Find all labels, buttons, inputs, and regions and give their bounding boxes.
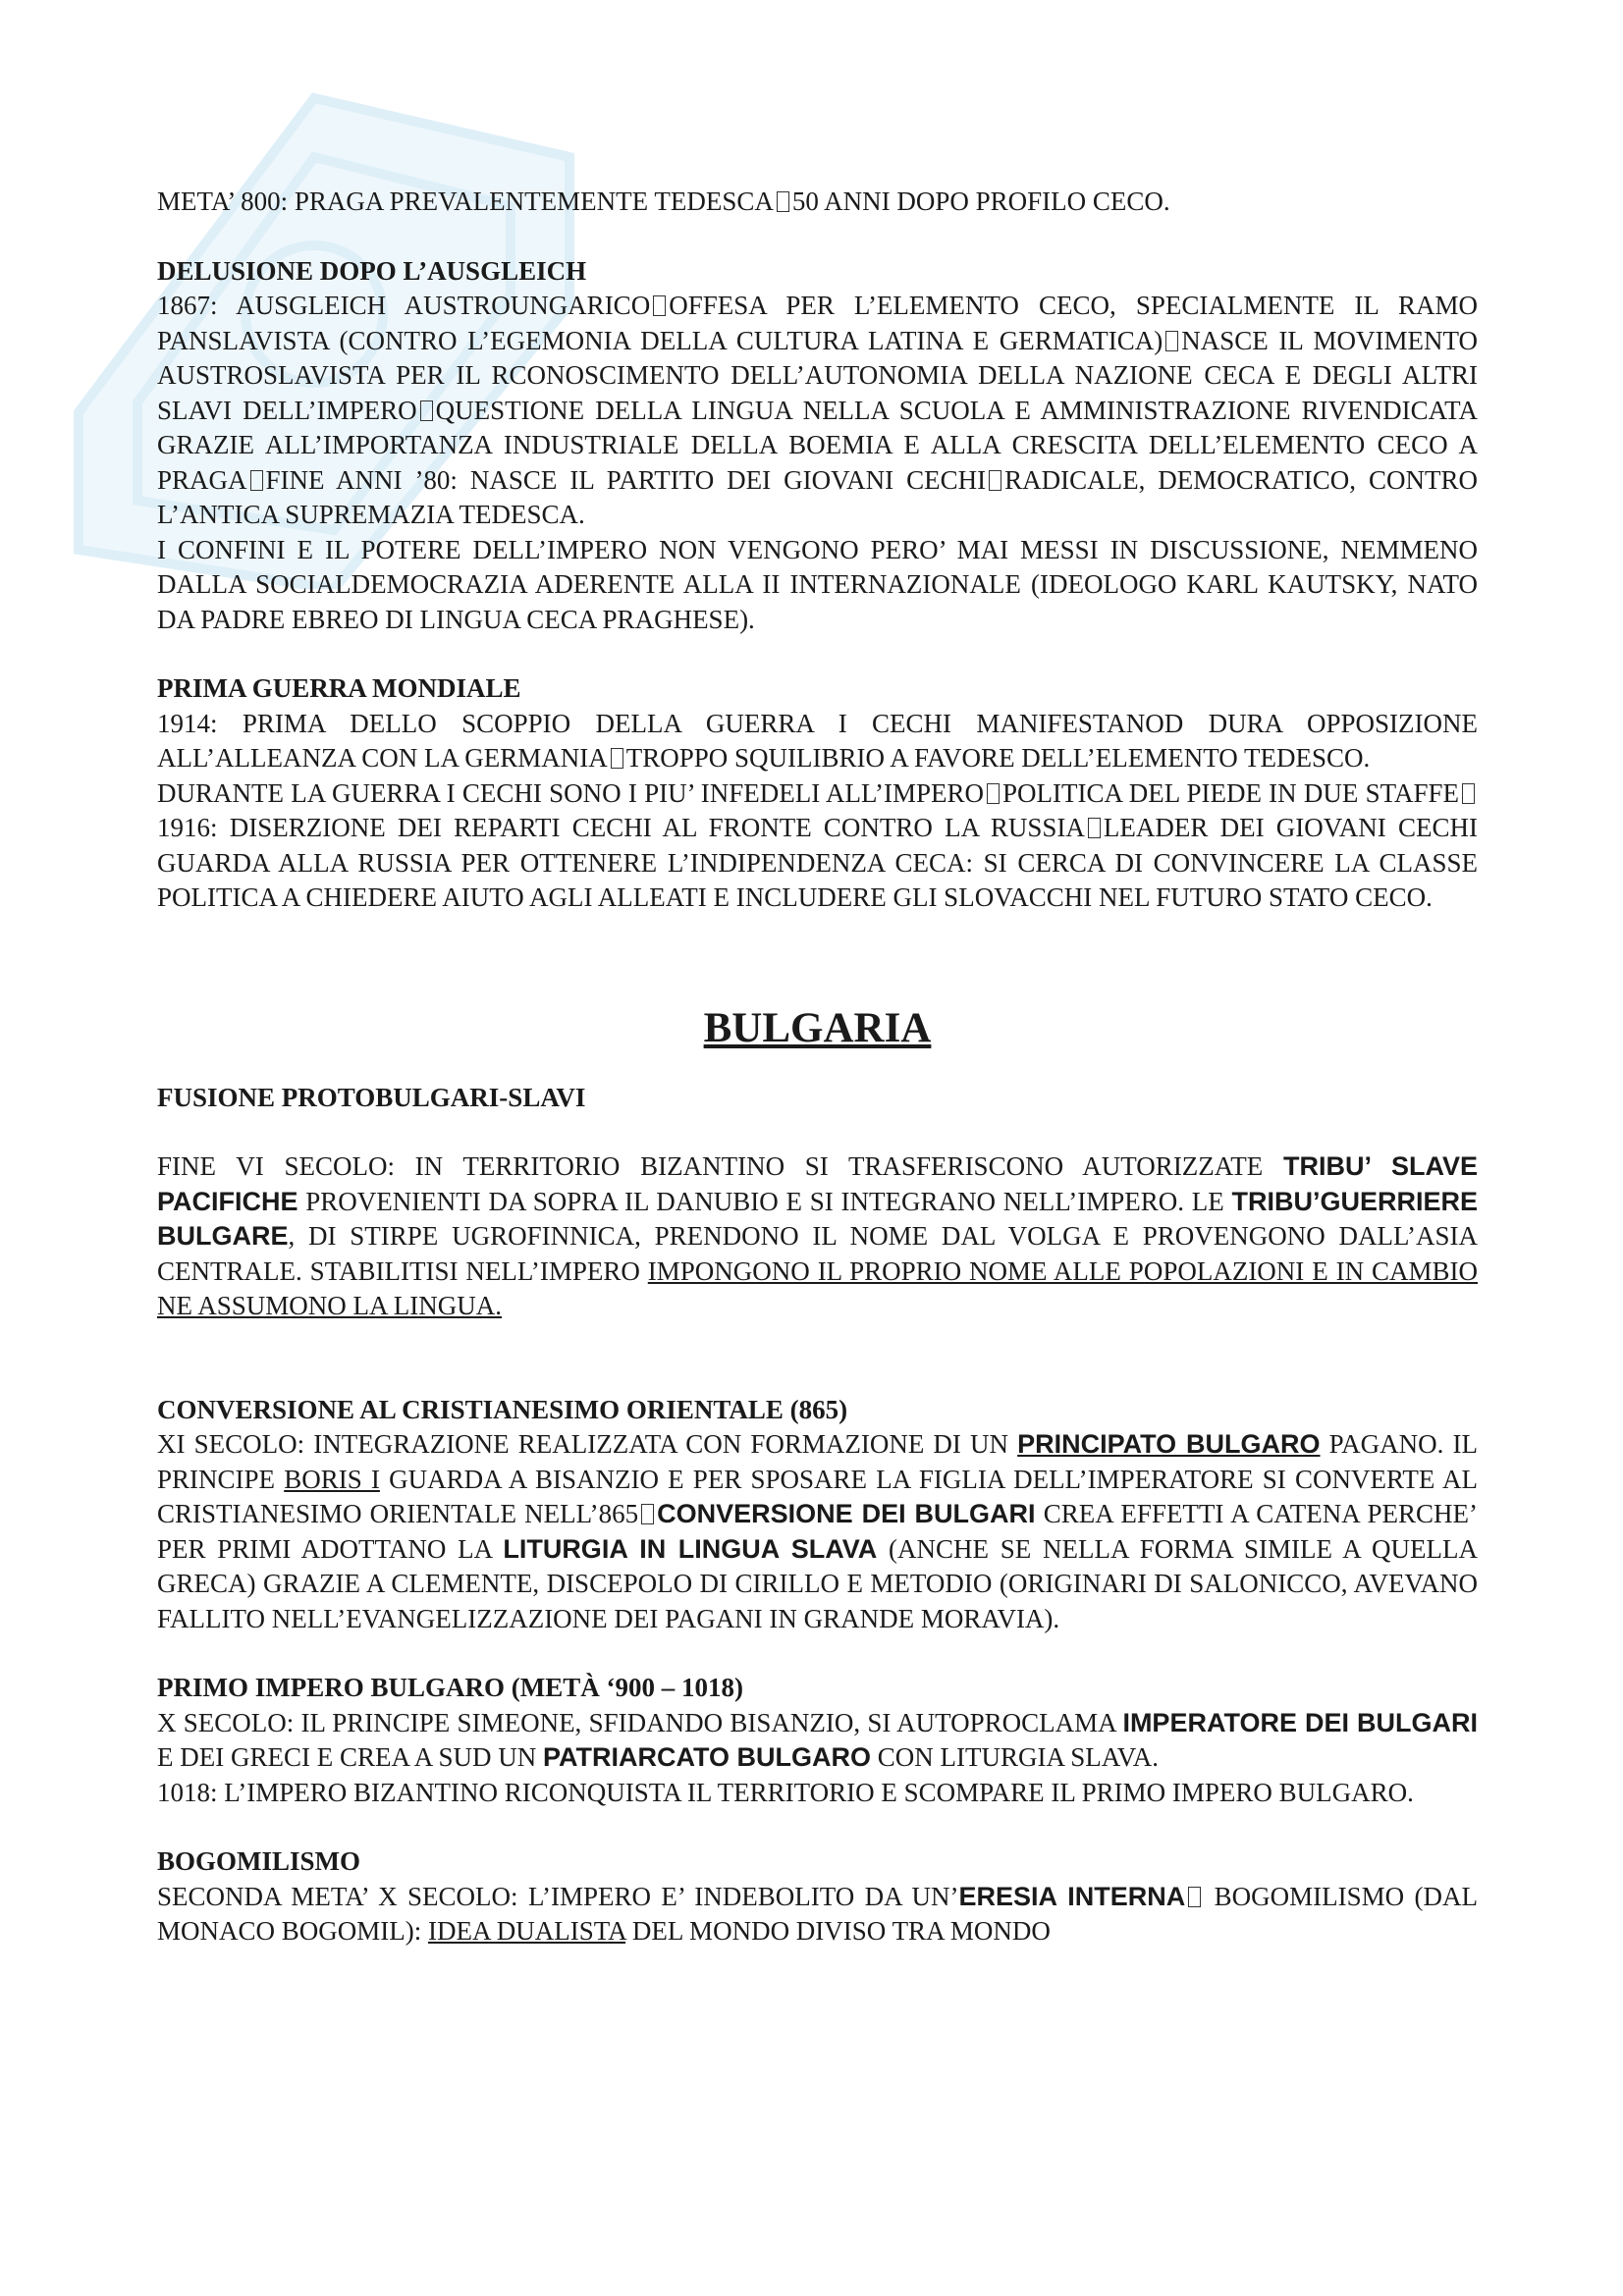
intro-line: META’ 800: PRAGA PREVALENTEMENTE TEDESCA 50 ANNI DOPO PROFILO CECO. xyxy=(157,187,1170,216)
ausgleich-paragraph-2: I CONFINI E IL POTERE DELL’IMPERO NON VENGONO PERO’ MAI MESSI IN DISCUSSIONE, NEMMENO DALLA SOCIALDEMOCRAZIA ADERENTE ALLA II INTERNAZIONALE (IDEOLOGO KARL KAUTSKY, NATO DA PADRE EBREO DI LINGUA CECA PRAGHESE). xyxy=(157,534,1478,634)
ww1-paragraph-2: DURANTE LA GUERRA I CECHI SONO I PIU’ INFEDELI ALL’IMPERO POLITICA DEL PIEDE IN DUE STAFFE1916: DISERZIONE DEI REPARTI CECHI AL FRONTE CONTRO LA RUSSIA LEADER DEI GIOVANI CECHI GUARDA ALLA RUSSIA PER OTTENERE L’INDIPENDENZA CECA: SI CERCA DI CONVINCERE LA CLASSE POLITICA A CHIEDERE AIUTO AGLI ALLEATI E INCLUDERE GLI SLOVACCHI NEL FUTURO STATO CECO. xyxy=(157,777,1478,912)
ausgleich-paragraph-1: 1867: AUSGLEICH AUSTROUNGARICO OFFESA PER L’ELEMENTO CECO, SPECIALMENTE IL RAMO PANSLAVISTA (CONTRO L’EGEMONIA DELLA CULTURA LATINA E GERMATICA) NASCE IL MOVIMENTO AUSTROSLAVISTA PER IL RCONOSCIMENTO DELL’AUTONOMIA DELLA NAZIONE CECA E DEGLI ALTRI SLAVI DELL’IMPERO QUESTIONE DELLA LINGUA NELLA SCUOLA E AMMINISTRAZIONE RIVENDICATA GRAZIE ALL’IMPORTANZA INDUSTRIALE DELLA BOEMIA E ALLA CRESCITA DELL’ELEMENTO CECO A PRAGA FINE ANNI ’80: NASCE IL PARTITO DEI GIOVANI CECHI RADICALE, DEMOCRATICO, CONTRO L’ANTICA SUPREMAZIA TEDESCA. xyxy=(157,291,1479,529)
ww1-paragraph-1: 1914: PRIMA DELLO SCOPPIO DELLA GUERRA I CECHI MANIFESTANOD DURA OPPOSIZIONE ALL’ALLEANZA CON LA GERMANIA TROPPO SQUILIBRIO A FAVORE DELL’ELEMENTO TEDESCO. xyxy=(157,708,1478,773)
page-title-bulgaria: BULGARIA xyxy=(703,1004,932,1051)
conversion-paragraph: XI SECOLO: INTEGRAZIONE REALIZZATA CON FORMAZIONE DI UN PRINCIPATO BULGARO PAGANO. IL PRINCIPE BORIS I GUARDA A BISANZIO E PER SPOSARE LA FIGLIA DELL’IMPERATORE SI CONVERTE AL CRISTIANESIMO ORIENTALE NELL’865 CONVERSIONE DEI BULGARI CREA EFFETTI A CATENA PERCHE’ PER PRIMI ADOTTANO LA LITURGIA IN LINGUA SLAVA (ANCHE SE NELLA FORMA SIMILE A QUELLA GRECA) GRAZIE A CLEMENTE, DISCEPOLO DI CIRILLO E METODIO (ORIGINARI DI SALONICCO, AVEVANO FALLITO NELL’EVANGELIZZAZIONE DEI PAGANI IN GRANDE MORAVIA). xyxy=(157,1429,1479,1633)
arrow-icon xyxy=(250,470,263,491)
section-heading-fusion: FUSIONE PROTOBULGARI-SLAVI xyxy=(157,1082,586,1112)
arrow-icon xyxy=(641,1504,654,1524)
arrow-icon xyxy=(653,295,666,316)
arrow-icon xyxy=(611,748,623,769)
arrow-icon xyxy=(1165,331,1178,351)
section-heading-ww1: PRIMA GUERRA MONDIALE xyxy=(157,673,521,703)
document-page xyxy=(157,185,1478,1949)
section-heading-bogomil: BOGOMILISMO xyxy=(157,1846,361,1876)
fusion-paragraph: FINE VI SECOLO: IN TERRITORIO BIZANTINO SI TRASFERISCONO AUTORIZZATE TRIBU’ SLAVE PACIFICHE PROVENIENTI DA SOPRA IL DANUBIO E SI INTEGRANO NELL’IMPERO. LE TRIBU’GUERRIERE BULGARE, DI STIRPE UGROFINNICA, PRENDONO IL NOME DAL VOLGA E PROVENGONO DALL’ASIA CENTRALE. STABILITISI NELL’IMPERO IMPONGONO IL PROPRIO NOME ALLE POPOLAZIONI E IN CAMBIO NE ASSUMONO LA LINGUA. xyxy=(157,1151,1479,1320)
arrow-icon xyxy=(1088,818,1101,838)
bogomil-paragraph: SECONDA META’ X SECOLO: L’IMPERO E’ INDEBOLITO DA UN’ERESIA INTERNA BOGOMILISMO (DAL MONACO BOGOMIL): IDEA DUALISTA DEL MONDO DIVISO TRA MONDO xyxy=(157,1881,1478,1946)
section-heading-conversion: CONVERSIONE AL CRISTIANESIMO ORIENTALE (865) xyxy=(157,1394,848,1424)
arrow-icon xyxy=(1188,1887,1201,1907)
arrow-icon xyxy=(1462,783,1475,804)
section-heading-first-empire: PRIMO IMPERO BULGARO (METÀ ‘900 – 1018) xyxy=(157,1673,743,1702)
arrow-icon xyxy=(777,191,789,212)
first-empire-paragraph-2: 1018: L’IMPERO BIZANTINO RICONQUISTA IL TERRITORIO E SCOMPARE IL PRIMO IMPERO BULGARO. xyxy=(157,1777,1414,1807)
arrow-icon xyxy=(987,783,1000,804)
section-heading-ausgleich: DELUSIONE DOPO L’AUSGLEICH xyxy=(157,255,587,286)
arrow-icon xyxy=(989,470,1001,491)
arrow-icon xyxy=(420,400,433,421)
first-empire-paragraph-1: X SECOLO: IL PRINCIPE SIMEONE, SFIDANDO BISANZIO, SI AUTOPROCLAMA IMPERATORE DEI BULGARI E DEI GRECI E CREA A SUD UN PATRIARCATO BULGARO CON LITURGIA SLAVA. xyxy=(157,1707,1478,1772)
